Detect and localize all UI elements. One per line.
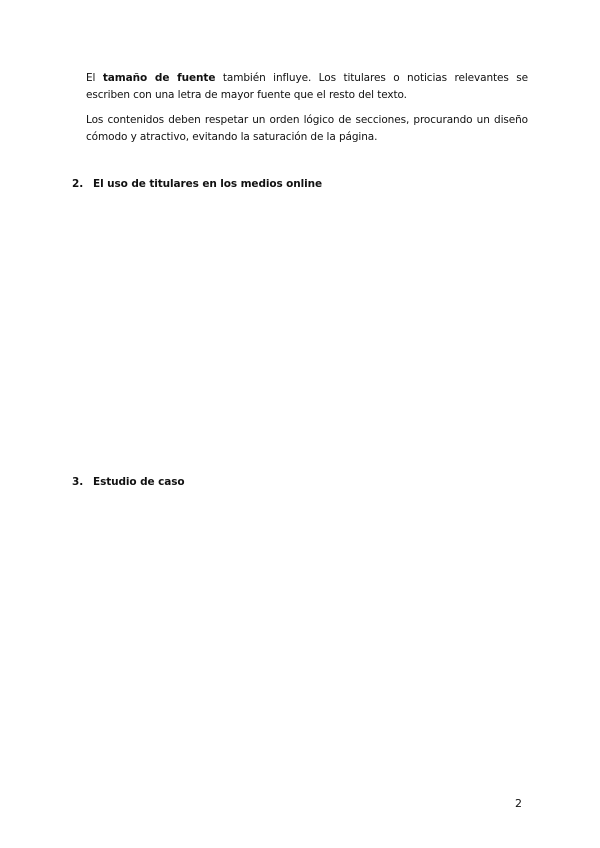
section-title: El uso de titulares en los medios online: [93, 178, 323, 190]
paragraph-content-order: Los contenidos deben respetar un orden lógico de secciones, procurando un diseño cómodo y atractivo, evitando la saturación de la página.: [86, 114, 528, 143]
page-number: 2: [515, 797, 522, 810]
paragraph-suffix: también influye. Los titulares o noticias relevantes se escriben con una letra de mayor fuente que el resto del texto.: [86, 72, 528, 101]
section-heading-estudio: [72, 475, 184, 489]
bold-term: tamaño de fuente: [102, 72, 216, 84]
section-heading-titulares: [72, 177, 322, 191]
section-title: Estudio de caso: [93, 476, 185, 488]
section-number: 2.: [72, 178, 84, 190]
paragraph-font-size: [86, 70, 528, 104]
paragraph-prefix: El: [86, 72, 103, 84]
section-number: 3.: [72, 476, 84, 488]
